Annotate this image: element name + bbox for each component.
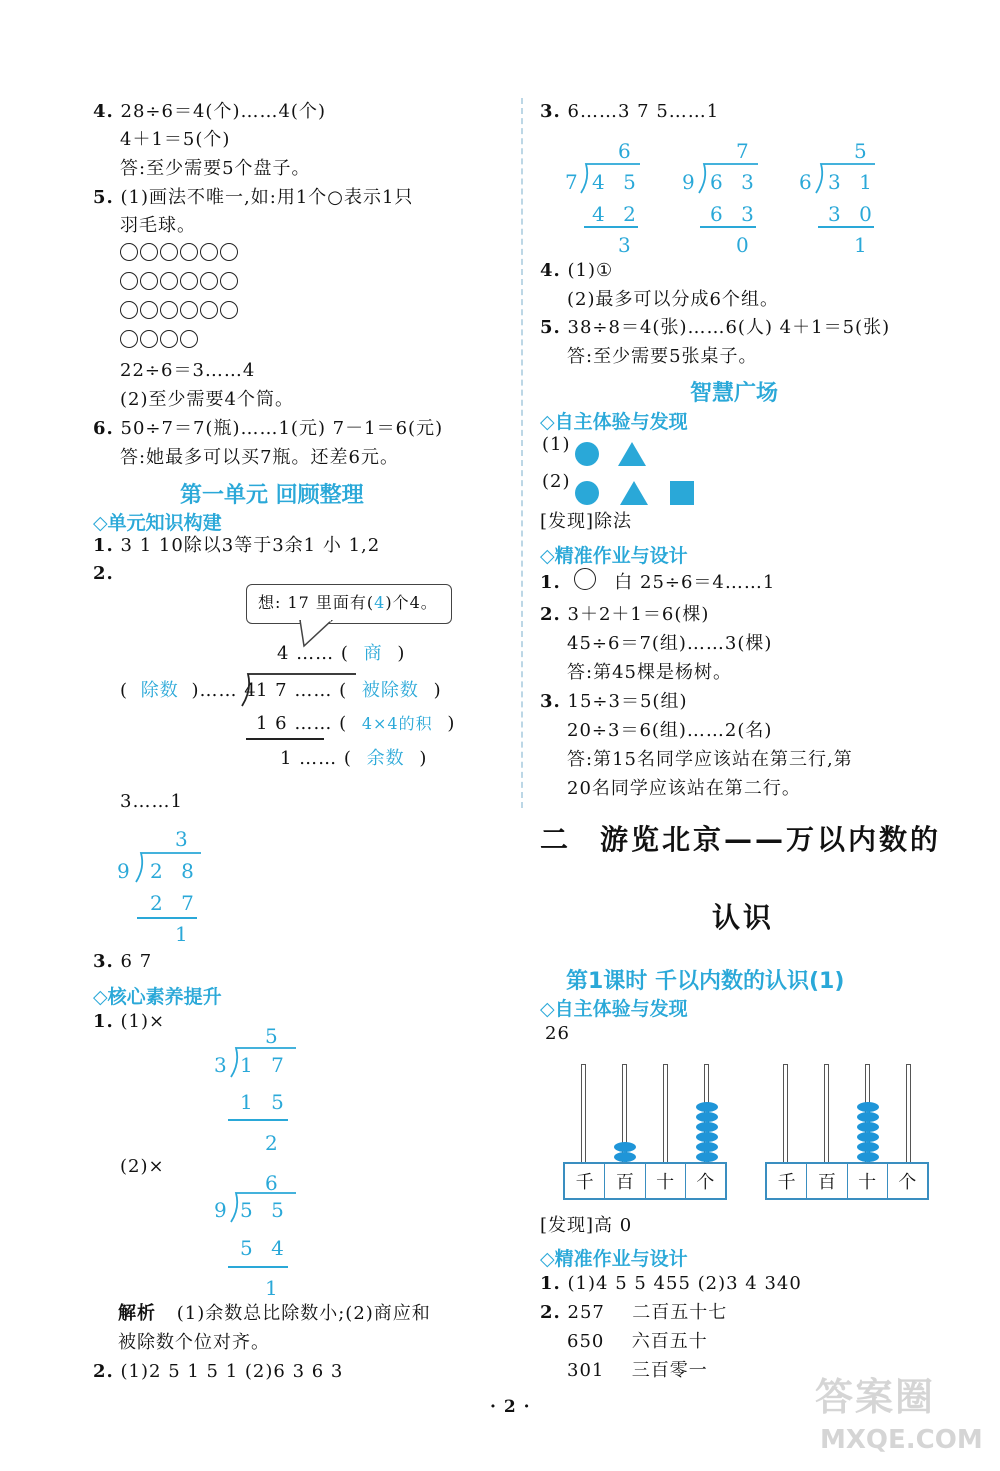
qnum: 4. [540,260,561,281]
discovery-2: [发现]高 0 [540,1215,633,1236]
circle-row [120,272,240,301]
rdiv3-quotient: 5 [854,139,873,163]
qnum: 1. [93,1011,114,1032]
remainder-text: 1 …… ( [280,748,352,769]
div55-product: 5 4 [240,1236,290,1260]
abacus-bead [857,1112,879,1122]
label-divisor: 除数 [140,680,179,701]
unit-title: 第一单元 回顾整理 [180,483,364,508]
rdiv3-dividend: 3 1 [828,170,878,194]
abacus-bead [614,1142,636,1152]
rdiv2-remainder: 0 [736,233,755,257]
q6-line1: 50÷7＝7(瓶)……1(元) 7－1＝6(元) [120,418,444,439]
divisor-value: 4 [244,680,257,701]
div17-divisor: 3 [214,1053,233,1077]
watermark-url: MXQE.COM [820,1425,983,1455]
k2-text: (1)2 5 1 5 1 (2)6 3 6 3 [120,1361,344,1382]
circle-icon [180,272,198,290]
dividend-text: 1 7 …… ( [256,680,348,701]
r-q5-line1: 38÷8＝4(张)……6(人) 4＋1＝5(张) [567,317,891,338]
diagram-dividend-row [256,679,442,703]
q6-answer: 答:她最多可以买7瓶。还差6元。 [120,447,399,468]
bubble-suffix: )个4。 [385,593,438,612]
label-quotient: 商 [363,643,383,664]
abacus-1-base [563,1162,727,1200]
rdiv1-product: 4 2 [592,202,642,226]
diagram-line [246,738,324,740]
div28-line [137,917,197,919]
q5-line1: (1)画法不唯一,如:用1个○表示1只 [120,187,414,208]
watermark-logo: 答案圈 [815,1375,936,1419]
wisdom-square-title: 智慧广场 [690,381,779,406]
section-self-experience: ◇自主体验与发现 [540,411,688,433]
bubble-prefix: 想: 17 里面有( [258,593,375,612]
page-number: · 2 · [490,1397,531,1417]
pattern-1-label: (1) [542,434,571,455]
circle-icon [140,330,158,348]
s1-question-3 [93,950,152,974]
product-text: 1 6 …… ( [256,713,348,734]
r-q4-line2: (2)最多可以分成6个组。 [567,289,779,310]
r-q4-line1: (1)① [567,260,614,281]
diagram-product-row [256,712,455,736]
question-5 [93,186,413,210]
qnum: 4. [93,101,114,122]
qnum: 1. [540,1273,561,1294]
diagram-remainder-row [280,747,427,771]
circle-icon [140,243,158,261]
k-question-1 [93,1010,165,1034]
r3-question-1 [540,1272,802,1296]
abacus-rod [783,1064,788,1164]
analysis-label: 解析 [118,1303,156,1324]
blue-circle-icon [575,442,599,466]
r-q5-answer: 答:至少需要5张桌子。 [567,346,758,367]
question-6 [93,417,443,441]
qnum: 3. [540,691,561,712]
r2-question-2 [540,603,709,627]
pattern-2-label: (2) [542,471,571,492]
rdiv3-product: 3 0 [828,202,878,226]
r2q1-text: 白 25÷6＝4……1 [614,572,776,593]
discovery-1: [发现]除法 [540,511,633,532]
qnum: 1. [93,535,114,556]
qnum: 3. [540,101,561,122]
qnum: 2. [540,1302,561,1323]
section-core-literacy: ◇核心素养提升 [93,986,222,1008]
abacus-bead [696,1122,718,1132]
section-precise-homework: ◇精准作业与设计 [540,545,688,567]
div55-quotient: 6 [265,1171,284,1195]
abacus-bead [857,1142,879,1152]
pattern-1-shapes [574,440,654,468]
r-question-3 [540,100,719,124]
place-ones: 个 [898,1172,917,1193]
rdiv1-divisor: 7 [565,170,584,194]
circle-icon [574,568,596,590]
number-257: 257 [567,1302,605,1323]
div17-quotient: 5 [265,1024,284,1048]
quotient-text: 4 …… ( [277,643,349,664]
qnum: 2. [93,1361,114,1382]
circle-icon [120,301,138,319]
circle-icon [220,243,238,261]
circle-icon [220,301,238,319]
place-hundreds: 百 [605,1164,645,1198]
rdiv2-line [700,226,756,228]
blue-square-icon [670,481,694,505]
diagram-quotient-row [277,642,405,666]
answer-2: 3……1 [120,791,183,812]
rdiv2-divisor: 9 [682,170,701,194]
div28-remainder: 1 [175,922,194,946]
qnum: 3. [93,951,114,972]
place-ones: 个 [696,1172,715,1193]
place-thousands: 千 [767,1164,807,1198]
circle-icon [220,272,238,290]
rdiv2-quotient: 7 [736,139,755,163]
place-hundreds: 百 [807,1164,847,1198]
analysis-line1 [118,1302,431,1326]
div55-divisor: 9 [214,1198,233,1222]
div28-product: 2 7 [150,891,200,915]
abacus-bead [857,1132,879,1142]
r2-question-1 [540,568,775,595]
q4-line1: 28÷6＝4(个)……4(个) [120,101,326,122]
div55-remainder: 1 [265,1276,284,1300]
circle-icon [180,330,198,348]
circle-icon [200,243,218,261]
circle-icon [120,243,138,261]
abacus-bead [614,1152,636,1162]
qnum: 6. [93,418,114,439]
circle-icon [140,301,158,319]
r2q3-line1: 15÷3＝5(组) [567,691,688,712]
rdiv3-remainder: 1 [854,233,873,257]
circle-row [120,330,240,359]
r2q3-line2: 20÷3＝6(组)……2(名) [567,720,773,741]
lesson-title: 第1课时 千以内数的认识(1) [566,969,845,994]
div28-quotient: 3 [175,827,194,851]
circle-row [120,301,240,330]
r-question-5 [540,316,890,340]
qnum: 1. [540,572,561,593]
div17-remainder: 2 [265,1131,284,1155]
r2q2-line2: 45÷6＝7(组)……3(棵) [567,633,773,654]
qnum: 2. [540,604,561,625]
rdiv1-remainder: 3 [618,233,637,257]
circle-icon [160,301,178,319]
r2q2-answer: 答:第45棵是杨树。 [567,662,732,683]
place-thousands: 千 [565,1164,605,1198]
close-paren: ) [397,643,406,664]
analysis-line2: 被除数个位对齐。 [118,1332,270,1353]
q4-answer: 答:至少需要5个盘子。 [120,158,311,179]
abacus-bead [857,1152,879,1162]
abacus-2-base [765,1162,929,1200]
blue-circle-icon [575,481,599,505]
pattern-2-shapes [574,478,700,508]
divisor-dots: )…… [191,680,238,701]
open-paren: ( [120,680,129,701]
diagram-divisor-row [120,679,257,703]
chapter-title-line2: 认识 [712,901,775,934]
rdiv2-product: 6 3 [710,202,760,226]
abacus-bead [696,1132,718,1142]
words-301: 三百零一 [631,1360,708,1381]
circle-icon [120,272,138,290]
r2q3-line3: 答:第15名同学应该站在第三行,第 [567,749,853,770]
number-301: 301 [567,1360,605,1381]
abacus-rod [581,1064,586,1164]
bubble-answer: 4 [374,593,386,612]
question-4 [93,100,326,124]
rdiv1-line [584,226,638,228]
k1b-text: (2)× [120,1156,165,1177]
q5-line2: 羽毛球。 [120,215,196,236]
circle-icon [140,272,158,290]
label-dividend: 被除数 [361,680,419,701]
close-paren: ) [433,680,442,701]
s1-question-1 [93,534,380,558]
div28-divisor: 9 [117,859,136,883]
blue-triangle-icon [618,442,646,466]
answer-26: 26 [545,1023,570,1044]
r2q2-line1: 3＋2＋1＝6(棵) [567,604,710,625]
words-257: 二百五十七 [632,1302,728,1323]
circle-icon [180,243,198,261]
s1q1-text: 3 1 10除以3等于3余1 小 1,2 [120,535,381,556]
place-tens: 十 [848,1164,888,1198]
bubble-text [258,591,438,615]
chapter-title-line1: 游览北京——万以内数的 [600,823,942,856]
abacus-bead [857,1102,879,1112]
div17-product: 1 5 [240,1090,290,1114]
label-remainder: 余数 [366,748,405,769]
abacus-rod [906,1064,911,1164]
qnum: 5. [540,317,561,338]
circle-icon [200,301,218,319]
close-paren: ) [447,713,456,734]
circle-icon [200,272,218,290]
abacus-rod [663,1064,668,1164]
rdiv1-quotient: 6 [618,139,637,163]
q5-line4: (2)至少需要4个筒。 [120,389,294,410]
circle-icon [180,301,198,319]
abacus-bead [696,1102,718,1112]
abacus-bead [696,1152,718,1162]
place-tens: 十 [646,1164,686,1198]
words-650: 六百五十 [631,1331,708,1352]
column-divider [521,98,523,808]
k1a-text: (1)× [120,1011,166,1032]
chapter-number: 二 [540,823,572,856]
r3q1-text: (1)4 5 5 455 (2)3 4 340 [567,1273,802,1294]
r-question-4 [540,259,613,283]
circle-icon [160,330,178,348]
div28-dividend: 2 8 [150,859,200,883]
blue-triangle-icon [620,481,648,505]
q4-line2: 4＋1＝5(个) [120,129,231,150]
div17-line [228,1119,288,1121]
r2-question-3 [540,690,687,714]
q5-line3: 22÷6＝3……4 [120,360,256,381]
div17-dividend: 1 7 [240,1053,290,1077]
s1-question-2-num: 2. [93,563,114,584]
r-q3-text: 6……3 7 5……1 [567,101,720,122]
section-unit-knowledge: ◇单元知识构建 [93,512,222,534]
div55-dividend: 5 5 [240,1198,290,1222]
rdiv2-dividend: 6 3 [710,170,760,194]
abacus-bead [696,1112,718,1122]
r2q3-line4: 20名同学应该站在第二行。 [567,778,801,799]
abacus-bead [857,1122,879,1132]
section-precise-homework-2: ◇精准作业与设计 [540,1248,688,1270]
number-650: 650 [567,1331,605,1352]
r3q2-row3 [567,1359,708,1383]
circle-icon [120,330,138,348]
close-paren: ) [419,748,428,769]
rdiv3-line [818,226,874,228]
r3-question-2 [540,1301,727,1325]
abacus-bead [696,1142,718,1152]
section-self-experience-2: ◇自主体验与发现 [540,998,688,1020]
circle-row [120,243,240,272]
circle-icon [160,272,178,290]
div55-line [228,1266,288,1268]
rdiv1-dividend: 4 5 [592,170,642,194]
q3-text: 6 7 [120,951,153,972]
circle-rows [120,243,240,359]
rdiv3-divisor: 6 [799,170,818,194]
label-product: 4×4的积 [361,714,433,733]
r3q2-row2 [567,1330,708,1354]
qnum: 5. [93,187,114,208]
k-question-2 [93,1360,343,1384]
abacus-rod [824,1064,829,1164]
circle-icon [160,243,178,261]
analysis-text1: (1)余数总比除数小;(2)商应和 [176,1303,431,1324]
